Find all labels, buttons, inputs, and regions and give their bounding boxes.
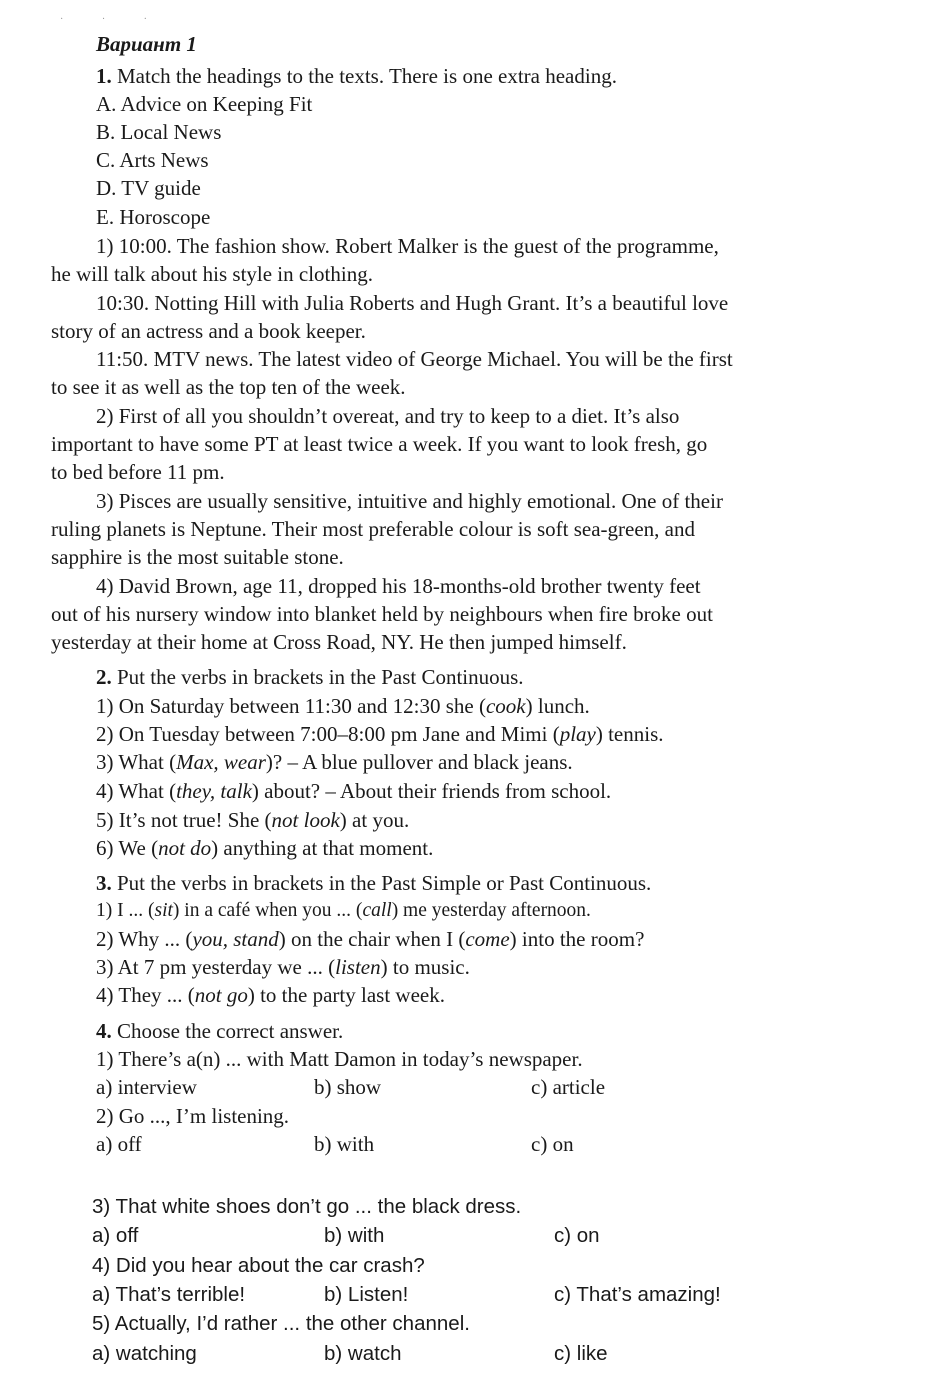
q1-option-b: b) show [314,1075,382,1099]
q5-option-a: a) watching [92,1342,197,1365]
task3-item-1: 1) I ... (sit) in a café when you ... (call) me yesterday afternoon. [96,900,591,921]
q2-option-a: a) off [96,1132,142,1156]
task2-item-4: 4) What (they, talk) about? – About their friends from school. [96,779,612,803]
task2-item-2: 2) On Tuesday between 7:00–8:00 pm Jane and Mimi (play) tennis. [96,722,664,746]
task3-item-4: 4) They ... (not go) to the party last week. [96,983,445,1007]
q5-option-b: b) watch [324,1342,402,1365]
text2-line1: 2) First of all you shouldn’t overeat, and try to keep to a diet. It’s also [96,404,680,428]
task2-item-3: 3) What (Max, wear)? – A blue pullover and black jeans. [96,750,573,774]
heading-a: A. Advice on Keeping Fit [96,92,313,116]
q5-option-c: c) like [554,1342,608,1365]
heading-e: E. Horoscope [96,205,211,229]
text1-line1: 1) 10:00. The fashion show. Robert Malker is the guest of the programme, [96,234,719,258]
task4-q4: 4) Did you hear about the car crash? [92,1254,425,1277]
heading-b: B. Local News [96,120,222,144]
text3-line2: ruling planets is Neptune. Their most preferable colour is soft sea-green, and [51,517,695,541]
q2-option-c: c) on [531,1132,574,1156]
q1-option-c: c) article [531,1075,606,1099]
text3-line1: 3) Pisces are usually sensitive, intuitive and highly emotional. One of their [96,489,723,513]
text4-line2: out of his nursery window into blanket held by neighbours when fire broke out [51,602,713,626]
text1-line2: he will talk about his style in clothing. [51,262,373,286]
text3-line3: sapphire is the most suitable stone. [51,545,344,569]
task4-q2: 2) Go ..., I’m listening. [96,1104,290,1128]
task2-item-5: 5) It’s not true! She (not look) at you. [96,808,410,832]
text4-line1: 4) David Brown, age 11, dropped his 18-months-old brother twenty feet [96,574,701,598]
task2-instruction: 2. Put the verbs in brackets in the Past Continuous. [96,665,524,689]
q1-option-a: a) interview [96,1075,197,1099]
text4-line3: yesterday at their home at Cross Road, NY. He then jumped himself. [51,630,627,654]
task1-instruction: 1. Match the headings to the texts. There is one extra heading. [96,64,617,88]
task3-instruction: 3. Put the verbs in brackets in the Past Simple or Past Continuous. [96,871,652,895]
task4-q1: 1) There’s a(n) ... with Matt Damon in today’s newspaper. [96,1047,583,1071]
q3-option-a: a) off [92,1224,139,1247]
q2-option-b: b) with [314,1132,375,1156]
task3-item-3: 3) At 7 pm yesterday we ... (listen) to music. [96,955,470,979]
text1-line4: story of an actress and a book keeper. [51,319,366,343]
q4-option-c: c) That’s amazing! [554,1283,721,1306]
text2-line3: to bed before 11 pm. [51,460,225,484]
variant-title: Вариант 1 [96,32,197,56]
q4-option-a: a) That’s terrible! [92,1283,246,1306]
q3-option-b: b) with [324,1224,385,1247]
text1-line5: 11:50. MTV news. The latest video of George Michael. You will be the first [96,347,733,371]
scan-specks: · · · [60,14,165,25]
task4-q5: 5) Actually, I’d rather ... the other channel. [92,1312,470,1335]
heading-c: C. Arts News [96,148,209,172]
task2-item-1: 1) On Saturday between 11:30 and 12:30 she (cook) lunch. [96,694,590,718]
task2-item-6: 6) We (not do) anything at that moment. [96,836,434,860]
q4-option-b: b) Listen! [324,1283,409,1306]
text1-line3: 10:30. Notting Hill with Julia Roberts and Hugh Grant. It’s a beautiful love [96,291,729,315]
text1-line6: to see it as well as the top ten of the week. [51,375,406,399]
task4-instruction: 4. Choose the correct answer. [96,1019,344,1043]
text2-line2: important to have some PT at least twice a week. If you want to look fresh, go [51,432,708,456]
q3-option-c: c) on [554,1224,600,1247]
task4-q3: 3) That white shoes don’t go ... the black dress. [92,1195,522,1218]
task3-item-2: 2) Why ... (you, stand) on the chair when I (come) into the room? [96,927,645,951]
heading-d: D. TV guide [96,176,201,200]
